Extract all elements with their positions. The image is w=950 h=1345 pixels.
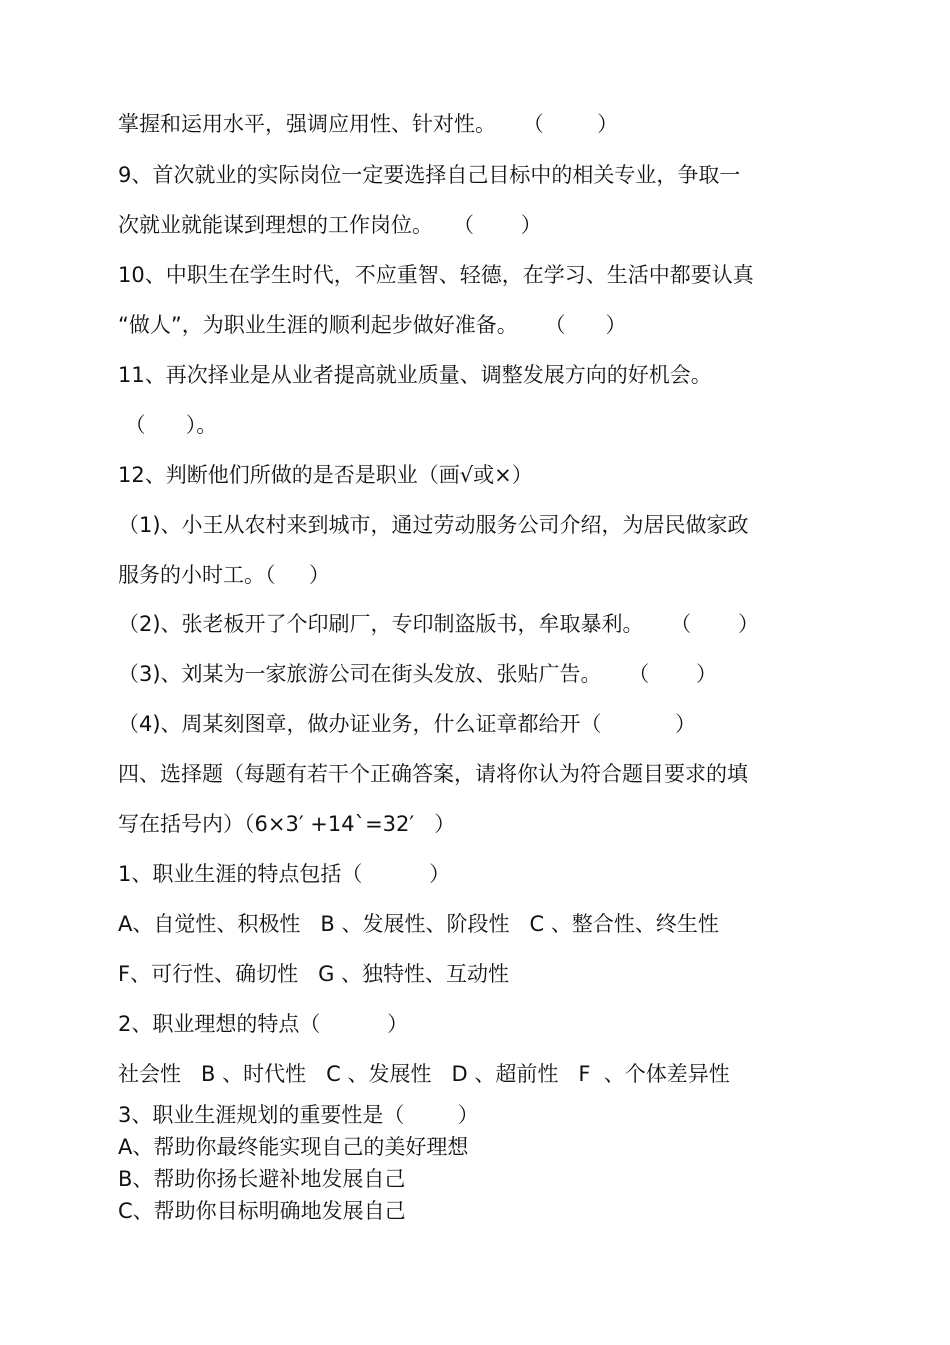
choice-question-3: 3、职业生涯规划的重要性是（ ） [118, 1103, 479, 1127]
question-11-line-1: 11、再次择业是从业者提高就业质量、调整发展方向的好机会。 [118, 363, 712, 387]
question-10-line-1: 10、中职生在学生时代，不应重智、轻德，在学习、生活中都要认真 [118, 263, 754, 287]
question-9-line-2: 次就业就能谋到理想的工作岗位。 （ ） [118, 213, 542, 237]
section-4-heading-line-2: 写在括号内）（6×3′ +14`=32′ ） [118, 812, 456, 836]
question-12-title: 12、判断他们所做的是否是职业（画√或×） [118, 463, 533, 487]
choice-question-2: 2、职业理想的特点（ ） [118, 1012, 409, 1036]
choice-question-3-option-a: A、帮助你最终能实现自己的美好理想 [118, 1135, 469, 1159]
question-11-line-2: （ ）。 [118, 413, 218, 437]
question-12-item-2: （2)、张老板开了个印刷厂，专印制盗版书，牟取暴利。 （ ） [118, 612, 759, 636]
question-9-line-1: 9、首次就业的实际岗位一定要选择自己目标中的相关专业，争取一 [118, 163, 741, 187]
choice-question-1-options-1: A、自觉性、积极性 B 、发展性、阶段性 C 、整合性、终生性 [118, 912, 719, 936]
question-12-item-1-line-1: （1)、小王从农村来到城市，通过劳动服务公司介绍，为居民做家政 [118, 513, 749, 537]
text-line-continuation-8: 掌握和运用水平，强调应用性、针对性。 （ ） [118, 112, 619, 136]
choice-question-2-options: 社会性 B 、时代性 C 、发展性 D 、超前性 F 、个体差异性 [118, 1062, 730, 1086]
question-10-line-2: “做人”，为职业生涯的顺利起步做好准备。 （ ） [118, 313, 627, 337]
choice-question-3-option-c: C、帮助你目标明确地发展自己 [118, 1199, 406, 1223]
question-12-item-1-line-2: 服务的小时工。（ ） [118, 563, 330, 587]
choice-question-1: 1、职业生涯的特点包括（ ） [118, 862, 451, 886]
choice-question-3-option-b: B、帮助你扬长避补地发展自己 [118, 1167, 406, 1191]
question-12-item-3: （3)、刘某为一家旅游公司在街头发放、张贴广告。 （ ） [118, 662, 717, 686]
section-4-heading-line-1: 四、选择题（每题有若干个正确答案，请将你认为符合题目要求的填 [118, 762, 748, 786]
question-12-item-4: （4)、周某刻图章，做办证业务，什么证章都给开（ ） [118, 712, 696, 736]
choice-question-1-options-2: F、可行性、确切性 G 、独特性、互动性 [118, 962, 510, 986]
